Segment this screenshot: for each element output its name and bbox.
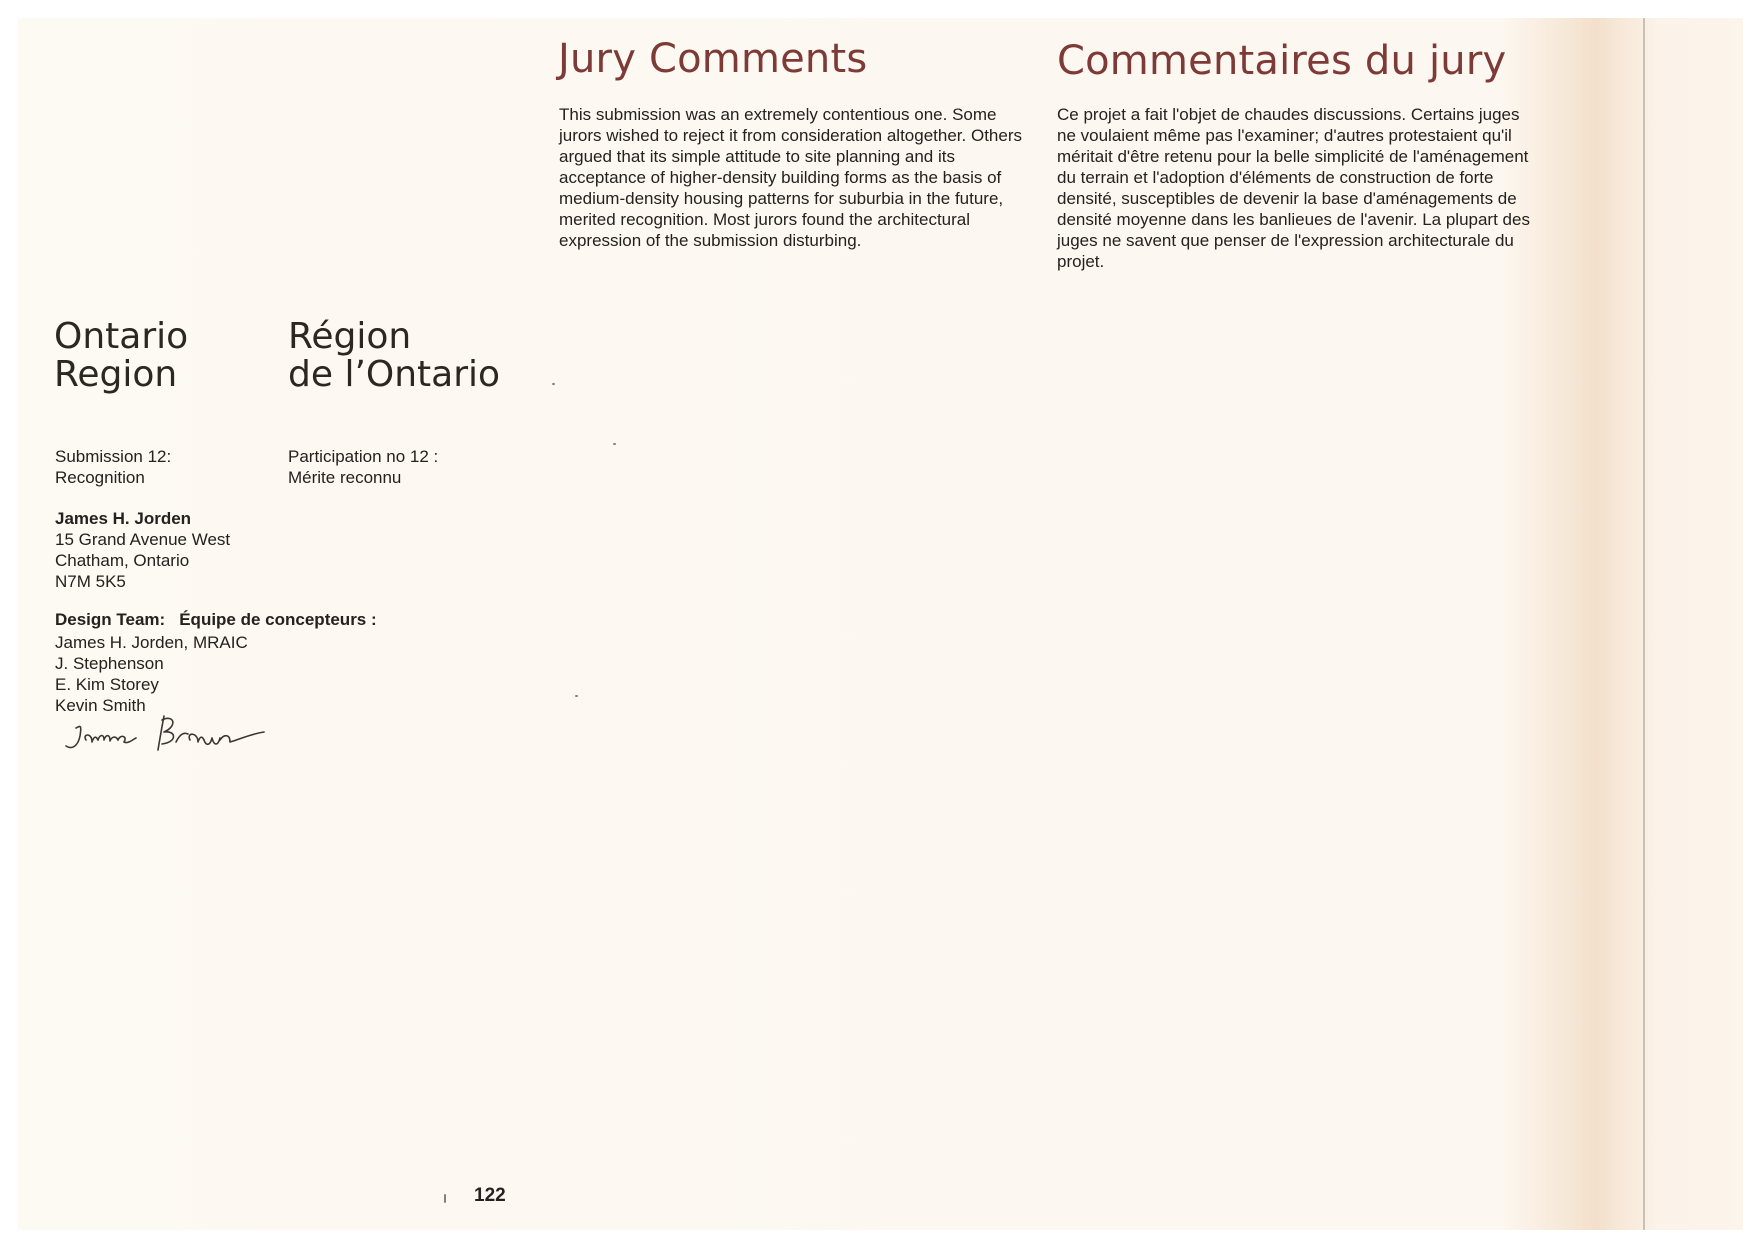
design-team-label-fr: Équipe de concepteurs : — [179, 610, 377, 629]
brochure-page — [18, 18, 1743, 1230]
author-address: 15 Grand Avenue West Chatham, Ontario N7M 5K5 — [55, 530, 231, 591]
paper-speck — [575, 695, 578, 697]
jury-comments-text: This submission was an extremely contentious one. Some jurors wished to reject it from consideration altogether. Others argued that its simple attitude to site planning and its acceptance of higher-density building forms as the basis of medium-density housing patterns for suburbia in the future, merited recognition. Most jurors found the architectural expression of the submission disturbing. — [559, 105, 1022, 250]
region-title: Ontario Region — [54, 316, 189, 395]
handwritten-signature — [58, 710, 288, 762]
paper-speck — [552, 383, 555, 385]
jury-comments-heading: Jury Comments — [558, 36, 868, 82]
jury-comments-text-fr: Ce projet a fait l'objet de chaudes discussions. Certains juges ne voulaient même pas l'examiner; d'autres protestaient qu'il méritait d'être retenu pour la belle simplicité de l'aménagement du terrain et l'adoption d'éléments de construction de forte densité, susceptibles de devenir la base d'aménagements de densité moyenne dans les banlieues de l'avenir. La plupart des juges ne savent que penser de l'expression architecturale du projet. — [1057, 105, 1530, 271]
design-team-label — [55, 610, 377, 630]
design-team-members: James H. Jorden, MRAIC J. Stephenson E. Kim Storey Kevin Smith — [55, 633, 248, 715]
paper-speck — [613, 443, 616, 445]
author-block — [55, 508, 230, 592]
page-fold — [1643, 18, 1645, 1230]
page-number: 122 — [474, 1185, 506, 1206]
author-name: James H. Jorden — [55, 509, 192, 528]
submission-label-fr: Participation no 12 : Mérite reconnu — [288, 447, 439, 487]
jury-comments-heading-fr: Commentaires du jury — [1057, 38, 1507, 84]
region-title-fr: Région de l’Ontario — [288, 316, 501, 395]
submission-label: Submission 12: Recognition — [55, 447, 172, 487]
paper-speck — [444, 1194, 446, 1203]
design-team-label-en: Design Team: — [55, 610, 166, 629]
